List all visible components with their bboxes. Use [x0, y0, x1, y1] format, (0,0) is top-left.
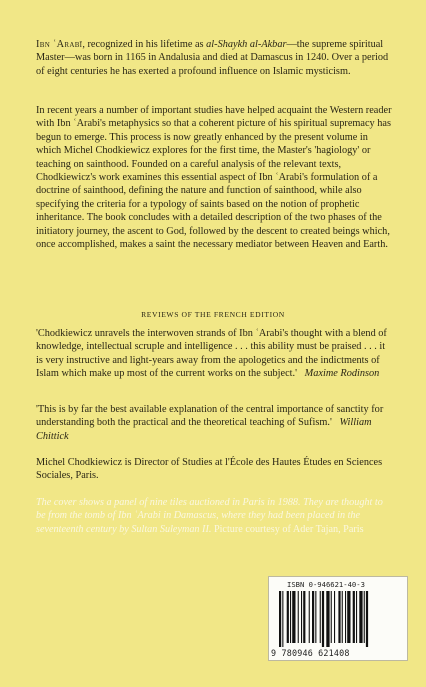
intro-text-b: —the supreme spiritual Master—was born in 1165 in Andalusia and died at Damascus in 1240. Over a period of eight centuries he has exerted a profound influence on Islamic mysticism.	[36, 39, 389, 77]
barcode-bar	[290, 591, 291, 643]
barcode-bar	[287, 591, 289, 643]
barcode-bar	[282, 591, 283, 647]
barcode-bar	[345, 591, 346, 643]
barcode-bar	[309, 591, 310, 643]
barcode-bar	[364, 591, 365, 643]
review-author: Maxime Rodinson	[304, 368, 380, 380]
barcode-bar	[322, 591, 324, 647]
epithet: al-Shaykh al-Akbar	[206, 39, 287, 50]
barcode-bar	[315, 591, 316, 643]
barcode-bar	[326, 591, 329, 647]
review-quote: 'This is by far the best available explanation of the central importance of sanctity for understanding both the practical and the theoretical teaching of Sufism.'	[36, 404, 384, 429]
reviews-heading: REVIEWS OF THE FRENCH EDITION	[141, 310, 285, 319]
intro-text-a: , recognized in his lifetime as	[82, 39, 207, 50]
barcode-bar	[279, 591, 281, 647]
barcode	[268, 576, 408, 661]
review-quote: 'Chodkiewicz unravels the interwoven strands of Ibn ʿArabi's thought with a blend of knowledge, intellectual scruple and intelligence . . . this ability must be praised . . . it is very instructive and light-years away from the apologetics and the indictments of Islam which make up most of the current works on the subject.'	[36, 328, 387, 380]
barcode-bar	[331, 591, 332, 643]
review-author: William Chittick	[36, 417, 372, 442]
barcode-bar	[334, 591, 335, 643]
barcode-bar	[359, 591, 362, 643]
barcode-bar	[303, 591, 305, 643]
barcode-bars	[279, 591, 397, 647]
barcode-bar	[356, 591, 357, 643]
barcode-bar	[342, 591, 343, 643]
cover-credit: Picture courtesy of Ader Tajan, Paris	[213, 523, 364, 535]
barcode-bar	[320, 591, 321, 643]
cover-note-text: The cover shows a panel of nine tiles auctioned in Paris in 1988. They are thought to be from the tomb of Ibn ʿArabi in Damascus, where they had been placed in the seventeenth century by Sultan Suleyman II.	[36, 497, 383, 535]
barcode-bar	[301, 591, 302, 643]
isbn-label: ISBN 0-946621-40-3	[287, 580, 365, 589]
barcode-bar	[338, 591, 340, 643]
barcode-bar	[366, 591, 368, 647]
barcode-bar	[292, 591, 295, 643]
cover-note	[36, 496, 392, 536]
barcode-bar	[298, 591, 299, 643]
description-paragraph: In recent years a number of important studies have helped acquaint the Western reader with Ibn ʿArabi's metaphysics so that a coherent picture of his spiritual supremacy has begun to emerge. This process is now greatly enhanced by the present volume in which Michel Chodkiewicz explores for the first time, the Master's 'hagiology' or teaching on sainthood. Founded on a careful analysis of the relevant texts, Chodkiewicz's work examines this essential aspect of Ibn ʿArabi's formulation of a doctrine of sainthood, defining the nature and function of sainthood, while also specifying the criteria for a typology of saints based on the notion of prophetic inheritance. The book concludes with a detailed description of the two phases of the initiatory journey, the ascent to God, followed by the descent to created beings which, once accomplished, makes a saint the necessary mediator between Heaven and Earth.	[36, 105, 392, 251]
barcode-number: 9 780946 621408	[271, 648, 350, 658]
author-bio: Michel Chodkiewicz is Director of Studies at l'École des Hautes Études en Sciences Sociales, Paris.	[36, 457, 383, 482]
review-rodinson	[36, 327, 392, 381]
author-name: Ibn ʿArabī	[36, 39, 83, 50]
barcode-bar	[353, 591, 355, 643]
intro-paragraph	[36, 38, 392, 78]
barcode-bar	[347, 591, 350, 643]
barcode-bar	[312, 591, 314, 643]
review-chittick	[36, 403, 392, 443]
